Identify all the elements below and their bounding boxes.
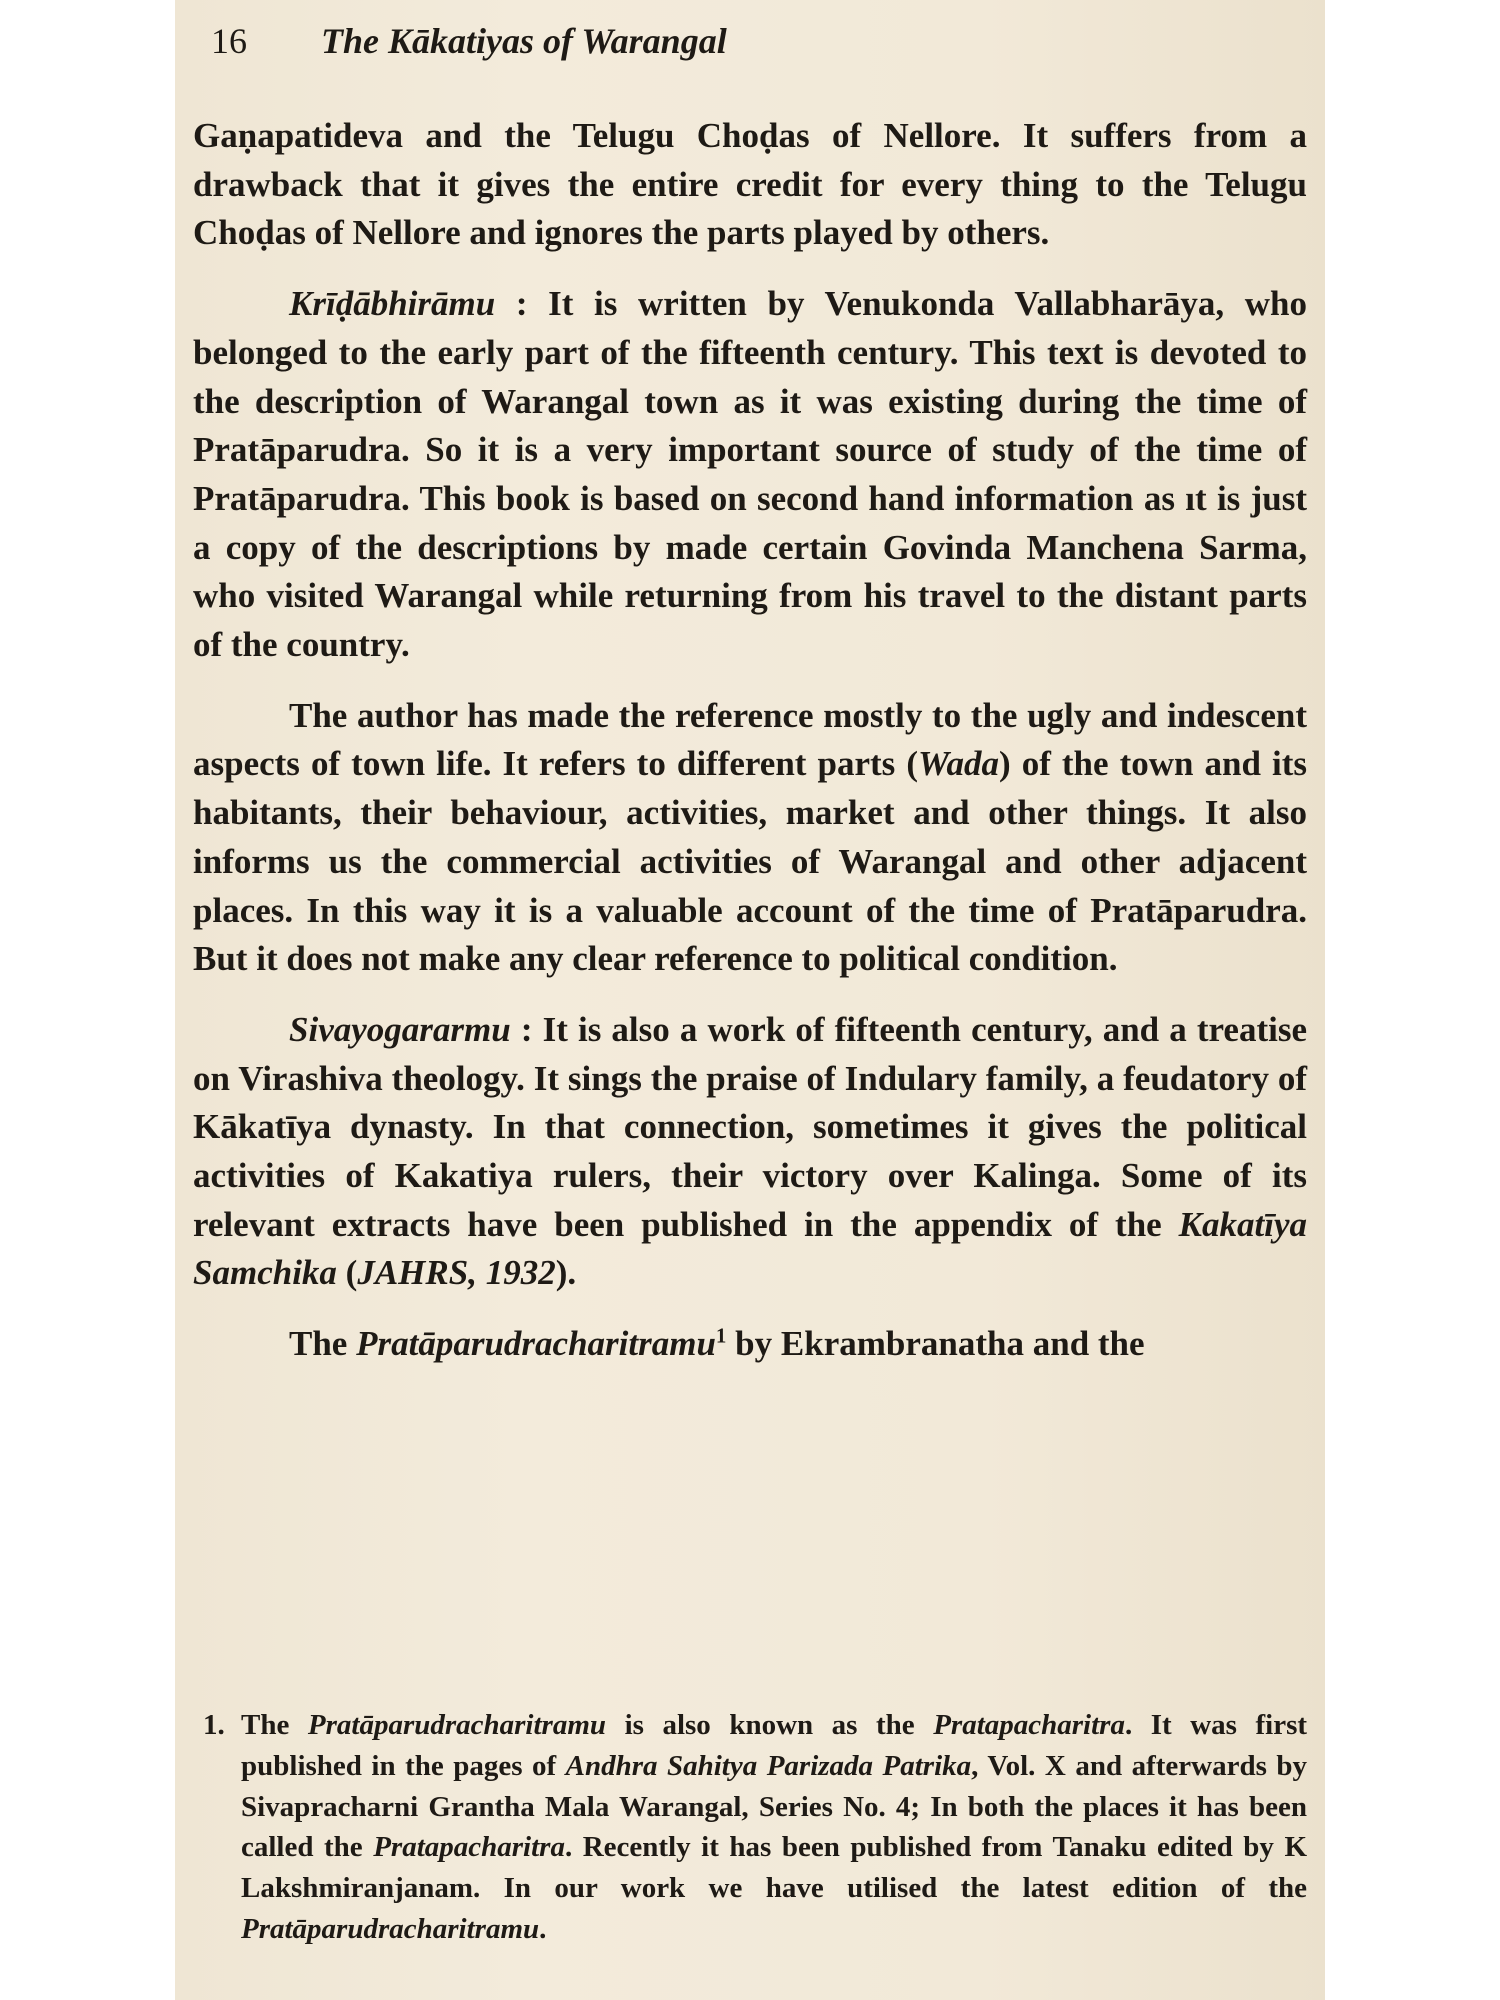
book-page (175, 0, 1325, 2000)
footnote-text: . (539, 1912, 547, 1945)
body-text (193, 112, 1307, 1369)
paragraph-sivayogararmu (193, 1006, 1307, 1298)
sivayogararmu-title: Sivayogararmu (289, 1009, 511, 1049)
sivayogararmu-text: : It is also a work of fifteenth century, and a treatise on Virashiva theology. It sings the praise of Indulary family, a feudatory of Kākatīya dynasty. In that connection, sometimes it gives the political activities of Kakatiya rulers, their victory over Kalinga. Some of its relevant extracts have been published in the appendix of the (193, 1009, 1307, 1244)
footnote-number: 1. (203, 1709, 225, 1741)
footnote-text: is also known as the (606, 1709, 934, 1741)
footnote (203, 1705, 1307, 1950)
running-head (211, 20, 727, 62)
footnote-title: Pratāparudracharitramu (307, 1709, 607, 1741)
footnote-text: . It was first published in the pages of (241, 1709, 1308, 1782)
author-text-a: The author has made the reference mostly to the ugly and indescent aspects of town life. It refers to different parts ( (193, 695, 1307, 784)
wada-term: Wada (917, 744, 1000, 784)
kridabhiramu-title: Krīḍābhirāmu (289, 284, 496, 324)
footnote-text: . Recently it has been published from Tanaku edited by K Lakshmiranjanam. In our work we have utilised the latest edition of the (241, 1831, 1307, 1905)
paragraph-author (193, 692, 1307, 984)
ref-open: ( (336, 1253, 358, 1293)
ref-close: ). (555, 1253, 577, 1293)
footnote-title: Pratāparudracharitramu (241, 1912, 540, 1945)
footnote-title: Andhra Sahitya Parizada Patrika (565, 1749, 972, 1782)
paragraph-1 (193, 112, 1307, 258)
jahrs-ref: JAHRS, 1932 (357, 1253, 556, 1293)
footnote-1 (203, 1705, 1307, 1950)
kridabhiramu-text: : It is written by Venukonda Vallabharāya, who belonged to the early part of the fifteenth century. This text is devoted to the description of Warangal town as it was existing during the time of Pratāparudra. So it is a very important source of study of the time of Pratāparudra. This book is based on second hand information as ıt is just a copy of the descriptions by made certain Govinda Manchena Sarma, who visited Warangal while returning from his travel to the distant parts of the country. (193, 284, 1307, 665)
footnote-text: The (241, 1709, 308, 1741)
paragraph-kridabhiramu (193, 280, 1307, 670)
page-number: 16 (211, 21, 247, 61)
running-title: The Kākatiyas of Warangal (321, 21, 727, 61)
footnote-text: , Vol. X and afterwards by Sivapracharni Grantha Mala Warangal, Series No. 4; In both the places it has been called the (241, 1749, 1307, 1864)
samchika-title: Kakatīya Samchika (193, 1204, 1307, 1293)
prataparudra-lead: The (289, 1324, 357, 1364)
footnote-title: Pratapacharitra (373, 1831, 565, 1864)
footnote-marker: 1 (715, 1323, 727, 1348)
prataparudra-title: Pratāparudracharitramu (356, 1324, 716, 1364)
author-text-b: ) of the town and its habitants, their behaviour, activities, market and other things. It also informs us the commercial activities of Warangal and other adjacent places. In this way it is a valuable account of the time of Pratāparudra. But it does not make any clear reference to political condition. (193, 744, 1308, 979)
paragraph-prataparudra (193, 1320, 1307, 1369)
prataparudra-text: by Ekrambranatha and the (726, 1324, 1145, 1364)
paragraph-1-text: Gaṇapatideva and the Telugu Choḍas of Nellore. It suffers from a drawback that it gives the entire credit for every thing to the Telugu Choḍas of Nellore and ignores the parts played by others. (193, 116, 1307, 253)
footnote-title: Pratapacharitra (933, 1709, 1125, 1741)
